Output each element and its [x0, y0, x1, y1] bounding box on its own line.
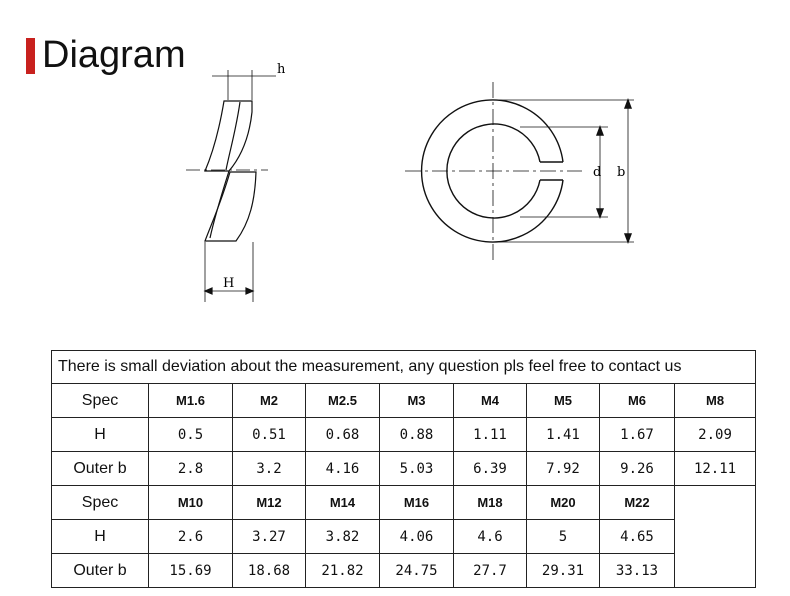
- outer-b-value-cell: 4.16: [306, 452, 380, 486]
- b-arrow-bottom: [625, 234, 631, 242]
- outer-b-value-cell: 33.13: [600, 554, 675, 588]
- outer-b-value-cell: 29.31: [527, 554, 600, 588]
- h-value-cell: 1.11: [454, 418, 527, 452]
- outer-b-value-cell: 2.8: [149, 452, 233, 486]
- row-label-h: H: [52, 520, 149, 554]
- spec-row-2: [52, 486, 756, 520]
- h-value-cell: 4.06: [380, 520, 454, 554]
- h-row-2: [52, 520, 756, 554]
- outer-b-value-cell: 12.11: [675, 452, 756, 486]
- outer-b-value-cell: 7.92: [527, 452, 600, 486]
- row-label-spec: Spec: [52, 486, 149, 520]
- empty-cell: [675, 486, 756, 588]
- size-cell: M18: [454, 486, 527, 520]
- outer-b-value-cell: 6.39: [454, 452, 527, 486]
- outer-b-value-cell: 3.2: [233, 452, 306, 486]
- h-value-cell: 4.6: [454, 520, 527, 554]
- page-title: Diagram: [42, 34, 186, 76]
- outer-b-value-cell: 27.7: [454, 554, 527, 588]
- h-value-cell: 0.88: [380, 418, 454, 452]
- h-value-cell: 0.68: [306, 418, 380, 452]
- d-arrow-top: [597, 127, 603, 135]
- spec-row-1: [52, 384, 756, 418]
- row-label-outer-b: Outer b: [52, 554, 149, 588]
- size-cell: M2: [233, 384, 306, 418]
- size-cell: M16: [380, 486, 454, 520]
- size-cell: M4: [454, 384, 527, 418]
- note-row: [52, 351, 756, 384]
- d-arrow-bottom: [597, 209, 603, 217]
- outer-row-1: [52, 452, 756, 486]
- size-cell: M14: [306, 486, 380, 520]
- h-value-cell: 1.67: [600, 418, 675, 452]
- h-label: h: [277, 62, 286, 77]
- H-arrow-left: [205, 288, 212, 294]
- H-label: H: [223, 276, 235, 291]
- H-arrow-right: [246, 288, 253, 294]
- b-label: b: [617, 165, 626, 180]
- outer-b-value-cell: 21.82: [306, 554, 380, 588]
- outer-b-value-cell: 15.69: [149, 554, 233, 588]
- h-value-cell: 4.65: [600, 520, 675, 554]
- size-cell: M8: [675, 384, 756, 418]
- table-note: There is small deviation about the measurement, any question pls feel free to contact us: [52, 351, 756, 384]
- size-cell: M5: [527, 384, 600, 418]
- size-cell: M3: [380, 384, 454, 418]
- h-value-cell: 2.6: [149, 520, 233, 554]
- h-value-cell: 2.09: [675, 418, 756, 452]
- h-value-cell: 3.27: [233, 520, 306, 554]
- size-cell: M1.6: [149, 384, 233, 418]
- h-value-cell: 3.82: [306, 520, 380, 554]
- d-label: d: [593, 165, 602, 180]
- outer-b-value-cell: 24.75: [380, 554, 454, 588]
- washer-side-view: [186, 70, 276, 302]
- h-row-1: [52, 418, 756, 452]
- outer-b-value-cell: 18.68: [233, 554, 306, 588]
- outer-row-2: [52, 554, 756, 588]
- size-cell: M6: [600, 384, 675, 418]
- outer-b-value-cell: 9.26: [600, 452, 675, 486]
- size-cell: M20: [527, 486, 600, 520]
- h-value-cell: 0.5: [149, 418, 233, 452]
- row-label-outer-b: Outer b: [52, 452, 149, 486]
- spec-table: [51, 350, 756, 588]
- row-label-h: H: [52, 418, 149, 452]
- size-cell: M12: [233, 486, 306, 520]
- side-view-lower-coil: [205, 172, 256, 241]
- h-value-cell: 1.41: [527, 418, 600, 452]
- outer-b-value-cell: 5.03: [380, 452, 454, 486]
- size-cell: M10: [149, 486, 233, 520]
- h-value-cell: 5: [527, 520, 600, 554]
- size-cell: M22: [600, 486, 675, 520]
- b-arrow-top: [625, 100, 631, 108]
- size-cell: M2.5: [306, 384, 380, 418]
- h-value-cell: 0.51: [233, 418, 306, 452]
- row-label-spec: Spec: [52, 384, 149, 418]
- side-view-inner-line-2: [226, 102, 240, 170]
